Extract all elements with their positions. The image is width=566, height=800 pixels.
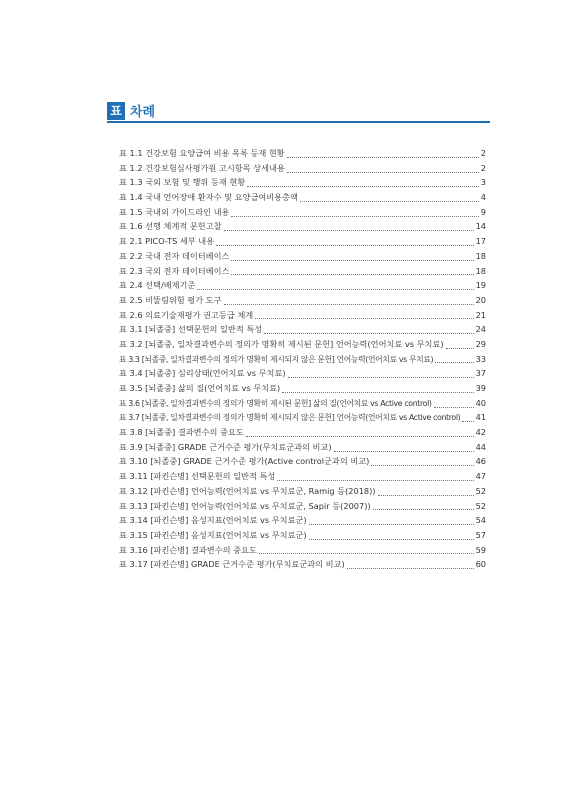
toc-entry[interactable] xyxy=(119,398,486,413)
toc-entry-page-number: 24 xyxy=(475,324,486,335)
dot-leader xyxy=(287,172,479,173)
toc-entry-title: 표 2.1 PICO-TS 세부 내용 xyxy=(119,236,215,247)
toc-entry-page-number: 2 xyxy=(480,162,486,173)
toc-entry-page-number: 14 xyxy=(475,221,486,232)
dot-leader xyxy=(197,289,473,290)
toc-header xyxy=(107,101,155,120)
toc-entry[interactable] xyxy=(119,383,486,398)
toc-entry-page-number: 17 xyxy=(475,236,486,247)
toc-entry-page-number: 40 xyxy=(475,397,486,408)
toc-entry-page-number: 3 xyxy=(480,177,486,188)
toc-entry-title: 표 3.3 [뇌졸중, 일차결과변수의 정의가 명확히 제시되지 않은 문헌] 언어능력(언어치료 vs 무치료) xyxy=(119,354,434,364)
toc-entry-title: 표 1.6 선행 체계적 문헌고찰 xyxy=(119,221,222,232)
toc-entry-title: 표 3.6 [뇌졸중, 일차결과변수의 정의가 명확히 제시된 문헌] 삶의 질(언어치료 vs Active control) xyxy=(119,398,432,408)
dot-leader xyxy=(446,348,474,349)
dot-leader xyxy=(224,230,474,231)
toc-entry-page-number: 37 xyxy=(475,368,486,379)
dot-leader xyxy=(247,186,479,187)
dot-leader xyxy=(287,157,479,158)
toc-entry-title: 표 3.7 [뇌졸중, 일차결과변수의 정의가 명확히 제시되지 않은 문헌] 언어능력(언어치료 vs Active control) xyxy=(119,413,461,423)
toc-entry-title: 표 3.17 [파킨슨병] GRADE 근거수준 평가(무치료군과의 비교) xyxy=(119,559,345,570)
dot-leader xyxy=(231,260,473,261)
toc-entry-page-number: 60 xyxy=(475,559,486,570)
dot-leader xyxy=(277,480,473,481)
toc-entry-title: 표 3.9 [뇌졸중] GRADE 근거수준 평가(무치료군과의 비교) xyxy=(119,441,332,452)
toc-entry[interactable] xyxy=(119,266,486,281)
header-divider xyxy=(107,121,490,123)
dot-leader xyxy=(309,524,474,525)
dot-leader xyxy=(216,245,473,246)
toc-entry-page-number: 2 xyxy=(480,148,486,158)
toc-entry-title: 표 1.1 건강보험 요양급여 비용 목록 등재 현황 xyxy=(119,148,285,158)
toc-entry-page-number: 20 xyxy=(475,294,486,305)
toc-entry-title: 표 3.4 [뇌졸중] 심리상태(언어치료 vs 무치료) xyxy=(119,368,286,379)
dot-leader xyxy=(434,407,474,408)
dot-leader xyxy=(282,392,473,393)
toc-entry-page-number: 29 xyxy=(475,338,486,349)
toc-entry-title: 표 2.4 선택/배제기준 xyxy=(119,280,196,291)
toc-entry-title: 표 2.6 의료기술재평가 권고등급 체계 xyxy=(119,309,254,320)
dot-leader xyxy=(231,274,473,275)
toc-entry-page-number: 52 xyxy=(475,500,486,511)
toc-entry[interactable] xyxy=(119,456,486,471)
toc-entry-title: 표 3.13 [파킨슨병] 언어능력(언어치료 vs 무치료군, Sapir 등(2007)) xyxy=(119,500,371,511)
toc-entry-page-number: 59 xyxy=(475,544,486,555)
dot-leader xyxy=(246,436,474,437)
dot-leader xyxy=(288,377,474,378)
toc-entry-title: 표 1.3 국외 보험 및 행위 등재 현황 xyxy=(119,177,246,188)
toc-entry[interactable] xyxy=(119,368,486,383)
toc-entry-page-number: 19 xyxy=(475,280,486,291)
dot-leader xyxy=(462,421,473,422)
toc-entry-title: 표 3.15 [파킨슨병] 음성지표(언어치료 vs 무치료군) xyxy=(119,529,307,540)
toc-entry-page-number: 18 xyxy=(475,265,486,276)
toc-entry-title: 표 3.2 [뇌졸중, 일차결과변수의 정의가 명확히 제시된 문헌] 언어능력(언어치료 vs 무치료) xyxy=(119,338,444,349)
dot-leader xyxy=(224,304,474,305)
toc-entry-page-number: 57 xyxy=(475,529,486,540)
toc-entry[interactable] xyxy=(119,280,486,295)
dot-leader xyxy=(435,362,473,363)
toc-entry-page-number: 44 xyxy=(475,441,486,452)
toc-entry[interactable] xyxy=(119,310,486,325)
toc-entry-title: 표 3.5 [뇌졸중] 삶의 질(언어치료 vs 무치료) xyxy=(119,383,281,393)
table-badge: 표 xyxy=(107,102,125,120)
toc-entry-page-number: 46 xyxy=(475,456,486,467)
toc-entry-title: 표 3.11 [파킨슨병] 선택문헌의 일반적 특성 xyxy=(119,471,276,482)
toc-entry-page-number: 33 xyxy=(475,353,486,364)
toc-entry-page-number: 54 xyxy=(475,515,486,526)
toc-entry-title: 표 3.12 [파킨슨병] 언어능력(언어치료 vs 무치료군, Ramig 등(2018)) xyxy=(119,485,376,496)
toc-entry-title: 표 3.10 [뇌졸중] GRADE 근거수준 평가(Active control군과의 비교) xyxy=(119,456,370,467)
toc-entry-title: 표 1.2 건강보험심사평가원 고시항목 상세내용 xyxy=(119,162,285,173)
toc-entry[interactable] xyxy=(119,515,486,530)
toc-entry-page-number: 41 xyxy=(475,412,486,423)
toc-entry-title: 표 3.16 [파킨슨병] 결과변수의 중요도 xyxy=(119,544,257,555)
toc-entry-page-number: 21 xyxy=(475,309,486,320)
toc-entry[interactable] xyxy=(119,236,486,251)
toc-entry[interactable] xyxy=(119,324,486,339)
toc-entry[interactable] xyxy=(119,221,486,236)
dot-leader xyxy=(334,451,474,452)
toc-entry[interactable] xyxy=(119,545,486,560)
toc-entry[interactable] xyxy=(119,339,486,354)
toc-entry-title: 표 1.5 국내외 가이드라인 내용 xyxy=(119,206,230,217)
dot-leader xyxy=(371,465,473,466)
dot-leader xyxy=(373,509,474,510)
toc-entry[interactable] xyxy=(119,148,486,163)
dot-leader xyxy=(347,568,474,569)
toc-entry[interactable] xyxy=(119,501,486,516)
toc-entry-page-number: 39 xyxy=(475,383,486,393)
toc-entry-title: 표 1.4 국내 언어장애 환자수 및 요양급여비용총액 xyxy=(119,192,298,203)
toc-entry-page-number: 47 xyxy=(475,471,486,482)
toc-entry-title: 표 2.3 국외 전자 데이터베이스 xyxy=(119,265,230,276)
dot-leader xyxy=(231,216,478,217)
dot-leader xyxy=(255,318,473,319)
toc-entry-title: 표 3.14 [파킨슨병] 음성지표(언어치료 vs 무치료군) xyxy=(119,515,307,526)
toc-entry[interactable] xyxy=(119,163,486,178)
toc-entry-page-number: 42 xyxy=(475,427,486,438)
toc-entry[interactable] xyxy=(119,207,486,222)
toc-entry[interactable] xyxy=(119,442,486,457)
toc-entry[interactable] xyxy=(119,412,486,427)
page-title: 차례 xyxy=(130,105,156,120)
toc-entry-page-number: 4 xyxy=(480,192,486,203)
toc-entry[interactable] xyxy=(119,486,486,501)
dot-leader xyxy=(309,539,474,540)
toc-entry[interactable] xyxy=(119,295,486,310)
toc-entry[interactable] xyxy=(119,530,486,545)
toc-entry[interactable] xyxy=(119,559,486,574)
toc-entry[interactable] xyxy=(119,251,486,266)
toc-entry[interactable] xyxy=(119,427,486,442)
toc-entry-title: 표 2.2 국내 전자 데이터베이스 xyxy=(119,250,230,261)
toc-entry[interactable] xyxy=(119,177,486,192)
toc-entry-page-number: 52 xyxy=(475,485,486,496)
dot-leader xyxy=(259,553,474,554)
toc-entry-page-number: 18 xyxy=(475,250,486,261)
toc-entry-title: 표 3.1 [뇌졸중] 선택문헌의 일반적 특성 xyxy=(119,324,263,335)
toc-entry[interactable] xyxy=(119,192,486,207)
dot-leader xyxy=(378,495,474,496)
toc-entry-title: 표 3.8 [뇌졸중] 결과변수의 중요도 xyxy=(119,427,244,438)
toc-entry[interactable] xyxy=(119,471,486,486)
toc-entry[interactable] xyxy=(119,354,486,369)
dot-leader xyxy=(300,201,479,202)
toc-entry-page-number: 9 xyxy=(480,206,486,217)
table-of-contents-list xyxy=(119,148,486,574)
toc-entry-title: 표 2.5 비뚤림위험 평가 도구 xyxy=(119,294,222,305)
dot-leader xyxy=(264,333,473,334)
